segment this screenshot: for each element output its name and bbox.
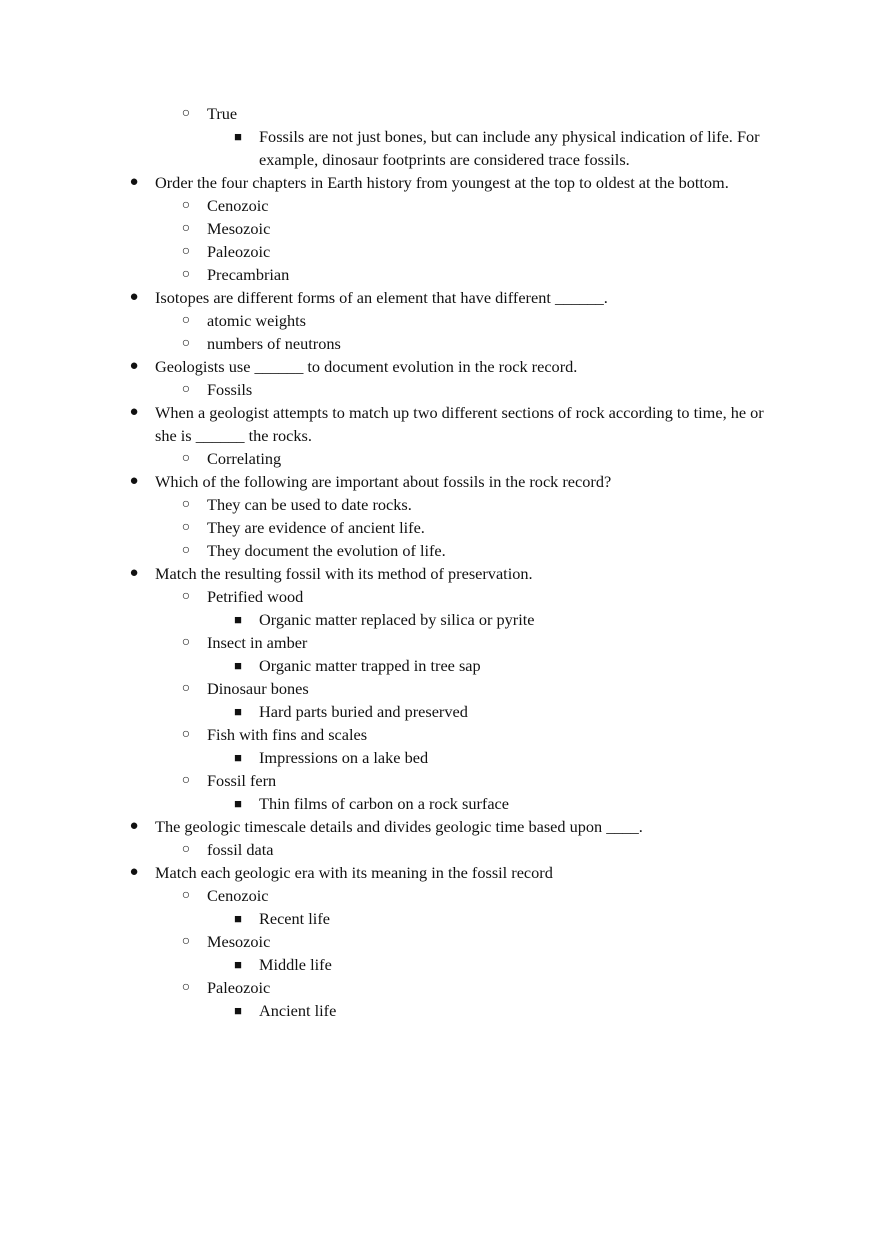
answer-text: Fish with fins and scales — [207, 725, 368, 744]
answer-text: atomic weights — [207, 311, 307, 330]
list-item — [0, 401, 880, 447]
filled-circle-bullet-icon: ● — [129, 174, 139, 190]
list-item — [0, 677, 880, 700]
list-item — [0, 930, 880, 953]
list-item — [0, 746, 880, 769]
filled-circle-bullet-icon: ● — [129, 818, 139, 834]
list-item — [0, 355, 880, 378]
hollow-circle-bullet-icon: ○ — [181, 980, 191, 995]
square-bullet-icon: ■ — [234, 129, 242, 144]
list-item — [0, 815, 880, 838]
hollow-circle-bullet-icon: ○ — [181, 382, 191, 397]
answer-text: Cenozoic — [207, 196, 269, 215]
answer-text: Dinosaur bones — [207, 679, 309, 698]
square-bullet-icon: ■ — [234, 612, 242, 627]
answer-text: Mesozoic — [207, 219, 271, 238]
filled-circle-bullet-icon: ● — [129, 565, 139, 581]
filled-circle-bullet-icon: ● — [129, 404, 139, 420]
list-item — [0, 539, 880, 562]
list-item — [0, 493, 880, 516]
list-item — [0, 907, 880, 930]
list-item — [0, 999, 880, 1022]
list-item — [0, 838, 880, 861]
list-item — [0, 884, 880, 907]
question-text: Match each geologic era with its meaning in the fossil record — [155, 863, 553, 882]
hollow-circle-bullet-icon: ○ — [181, 589, 191, 604]
list-item — [0, 654, 880, 677]
answer-text: Fossil fern — [207, 771, 277, 790]
answer-text: Petrified wood — [207, 587, 304, 606]
hollow-circle-bullet-icon: ○ — [181, 221, 191, 236]
list-item — [0, 562, 880, 585]
hollow-circle-bullet-icon: ○ — [181, 773, 191, 788]
square-bullet-icon: ■ — [234, 1003, 242, 1018]
list-item — [0, 194, 880, 217]
hollow-circle-bullet-icon: ○ — [181, 198, 191, 213]
list-item — [0, 700, 880, 723]
list-item — [0, 631, 880, 654]
hollow-circle-bullet-icon: ○ — [181, 681, 191, 696]
answer-text: Paleozoic — [207, 242, 271, 261]
square-bullet-icon: ■ — [234, 658, 242, 673]
answer-text: They are evidence of ancient life. — [207, 518, 425, 537]
square-bullet-icon: ■ — [234, 796, 242, 811]
question-text: Order the four chapters in Earth history from youngest at the top to oldest at the bottom. — [155, 173, 729, 192]
list-item — [0, 171, 880, 194]
list-item — [0, 102, 880, 125]
answer-text: Paleozoic — [207, 978, 271, 997]
hollow-circle-bullet-icon: ○ — [181, 934, 191, 949]
filled-circle-bullet-icon: ● — [129, 289, 139, 305]
explanation-text: Organic matter replaced by silica or pyrite — [259, 610, 535, 629]
hollow-circle-bullet-icon: ○ — [181, 106, 191, 121]
list-item — [0, 585, 880, 608]
quiz-answer-list — [0, 102, 880, 1022]
answer-text: Cenozoic — [207, 886, 269, 905]
list-item — [0, 861, 880, 884]
question-text: Match the resulting fossil with its method of preservation. — [155, 564, 533, 583]
answer-text: Insect in amber — [207, 633, 308, 652]
explanation-text: Hard parts buried and preserved — [259, 702, 468, 721]
list-item — [0, 309, 880, 332]
list-item — [0, 769, 880, 792]
question-text: The geologic timescale details and divides geologic time based upon ____. — [155, 817, 643, 836]
list-item — [0, 792, 880, 815]
hollow-circle-bullet-icon: ○ — [181, 267, 191, 282]
list-item — [0, 125, 880, 171]
hollow-circle-bullet-icon: ○ — [181, 520, 191, 535]
square-bullet-icon: ■ — [234, 704, 242, 719]
list-item — [0, 470, 880, 493]
hollow-circle-bullet-icon: ○ — [181, 336, 191, 351]
filled-circle-bullet-icon: ● — [129, 358, 139, 374]
answer-text: fossil data — [207, 840, 274, 859]
question-text: Isotopes are different forms of an element that have different ______. — [155, 288, 608, 307]
list-item — [0, 723, 880, 746]
square-bullet-icon: ■ — [234, 957, 242, 972]
hollow-circle-bullet-icon: ○ — [181, 888, 191, 903]
answer-text: Correlating — [207, 449, 282, 468]
filled-circle-bullet-icon: ● — [129, 473, 139, 489]
hollow-circle-bullet-icon: ○ — [181, 842, 191, 857]
list-item — [0, 286, 880, 309]
hollow-circle-bullet-icon: ○ — [181, 727, 191, 742]
question-text: When a geologist attempts to match up two different sections of rock according to time, he or she is ______ the rocks. — [155, 403, 764, 445]
answer-text: Mesozoic — [207, 932, 271, 951]
hollow-circle-bullet-icon: ○ — [181, 635, 191, 650]
answer-text: They document the evolution of life. — [207, 541, 446, 560]
hollow-circle-bullet-icon: ○ — [181, 497, 191, 512]
question-text: Geologists use ______ to document evolution in the rock record. — [155, 357, 578, 376]
explanation-text: Middle life — [259, 955, 332, 974]
list-item — [0, 953, 880, 976]
hollow-circle-bullet-icon: ○ — [181, 451, 191, 466]
explanation-text: Organic matter trapped in tree sap — [259, 656, 481, 675]
list-item — [0, 447, 880, 470]
square-bullet-icon: ■ — [234, 750, 242, 765]
list-item — [0, 976, 880, 999]
explanation-text: Ancient life — [259, 1001, 337, 1020]
hollow-circle-bullet-icon: ○ — [181, 543, 191, 558]
square-bullet-icon: ■ — [234, 911, 242, 926]
hollow-circle-bullet-icon: ○ — [181, 244, 191, 259]
list-item — [0, 263, 880, 286]
hollow-circle-bullet-icon: ○ — [181, 313, 191, 328]
answer-text: True — [207, 104, 238, 123]
answer-text: numbers of neutrons — [207, 334, 341, 353]
list-item — [0, 240, 880, 263]
explanation-text: Recent life — [259, 909, 330, 928]
answer-text: Fossils — [207, 380, 253, 399]
question-text: Which of the following are important about fossils in the rock record? — [155, 472, 612, 491]
answer-text: Precambrian — [207, 265, 290, 284]
filled-circle-bullet-icon: ● — [129, 864, 139, 880]
list-item — [0, 378, 880, 401]
explanation-text: Impressions on a lake bed — [259, 748, 429, 767]
list-item — [0, 516, 880, 539]
list-item — [0, 608, 880, 631]
list-item — [0, 217, 880, 240]
answer-text: They can be used to date rocks. — [207, 495, 412, 514]
list-item — [0, 332, 880, 355]
explanation-text: Fossils are not just bones, but can include any physical indication of life. For example, dinosaur footprints are considered trace fossils. — [259, 127, 760, 169]
explanation-text: Thin films of carbon on a rock surface — [259, 794, 510, 813]
